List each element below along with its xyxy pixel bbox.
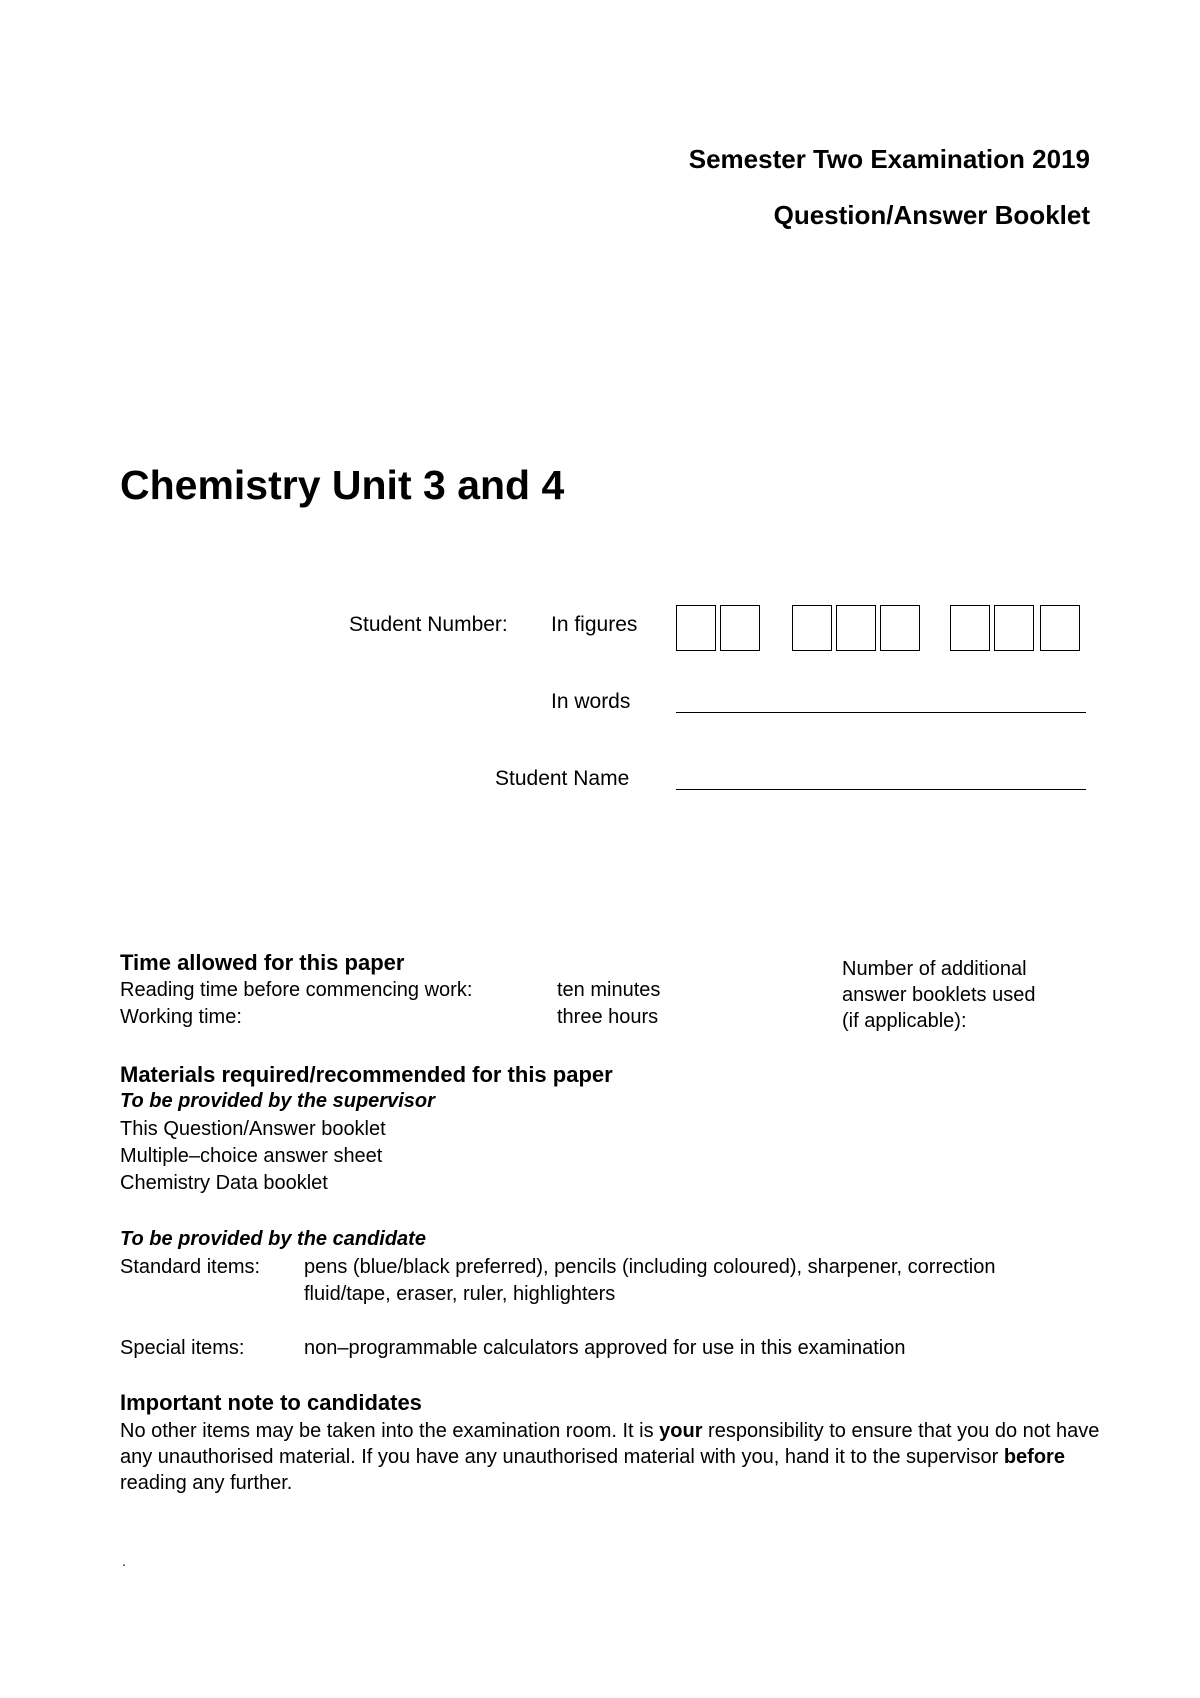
reading-time-value: ten minutes [557, 979, 661, 1001]
note-heading: Important note to candidates [120, 1390, 422, 1415]
candidate-heading: To be provided by the candidate [120, 1228, 426, 1250]
list-item: This Question/Answer booklet [120, 1118, 386, 1140]
time-heading: Time allowed for this paper [120, 950, 405, 975]
in-words-label: In words [551, 690, 631, 713]
digit-box[interactable] [720, 605, 760, 651]
working-time-value: three hours [557, 1006, 659, 1028]
list-item: Chemistry Data booklet [120, 1172, 328, 1194]
digit-box[interactable] [676, 605, 716, 651]
supervisor-heading: To be provided by the supervisor [120, 1090, 435, 1112]
student-name-label: Student Name [495, 767, 630, 790]
list-item: Multiple–choice answer sheet [120, 1145, 383, 1167]
digit-box[interactable] [792, 605, 832, 651]
standard-items-text: pens (blue/black preferred), pencils (including coloured), sharpener, correction fluid/tape, eraser, ruler, highlighters [304, 1256, 996, 1305]
digit-box[interactable] [994, 605, 1034, 651]
in-words-line[interactable] [676, 712, 1086, 713]
reading-time-label: Reading time before commencing work: [120, 979, 473, 1001]
materials-heading: Materials required/recommended for this paper [120, 1062, 613, 1087]
working-time-label: Working time: [120, 1006, 242, 1028]
student-number-label: Student Number: [349, 613, 508, 636]
footer-mark: . [122, 1553, 126, 1569]
digit-box[interactable] [880, 605, 920, 651]
digit-box[interactable] [836, 605, 876, 651]
special-items-label: Special items: [120, 1337, 245, 1359]
supervisor-items [120, 1116, 386, 1197]
booklet-title: Question/Answer Booklet [773, 200, 1090, 230]
exam-title: Semester Two Examination 2019 [688, 144, 1090, 174]
student-name-line[interactable] [676, 789, 1086, 790]
note-paragraph: No other items may be taken into the examination room. It is your responsibility to ensure that you do not have any unauthorised material. If you have any unauthorised material with you, hand it to the supervisor before reading any further. [120, 1420, 1100, 1494]
digit-box[interactable] [1040, 605, 1080, 651]
digit-box[interactable] [950, 605, 990, 651]
page-title: Chemistry Unit 3 and 4 [120, 462, 565, 508]
standard-items-label: Standard items: [120, 1256, 261, 1278]
additional-booklets-note: Number of additional answer booklets used (if applicable): [842, 958, 1036, 1032]
in-figures-label: In figures [551, 613, 638, 636]
special-items-text: non–programmable calculators approved for use in this examination [304, 1337, 906, 1359]
